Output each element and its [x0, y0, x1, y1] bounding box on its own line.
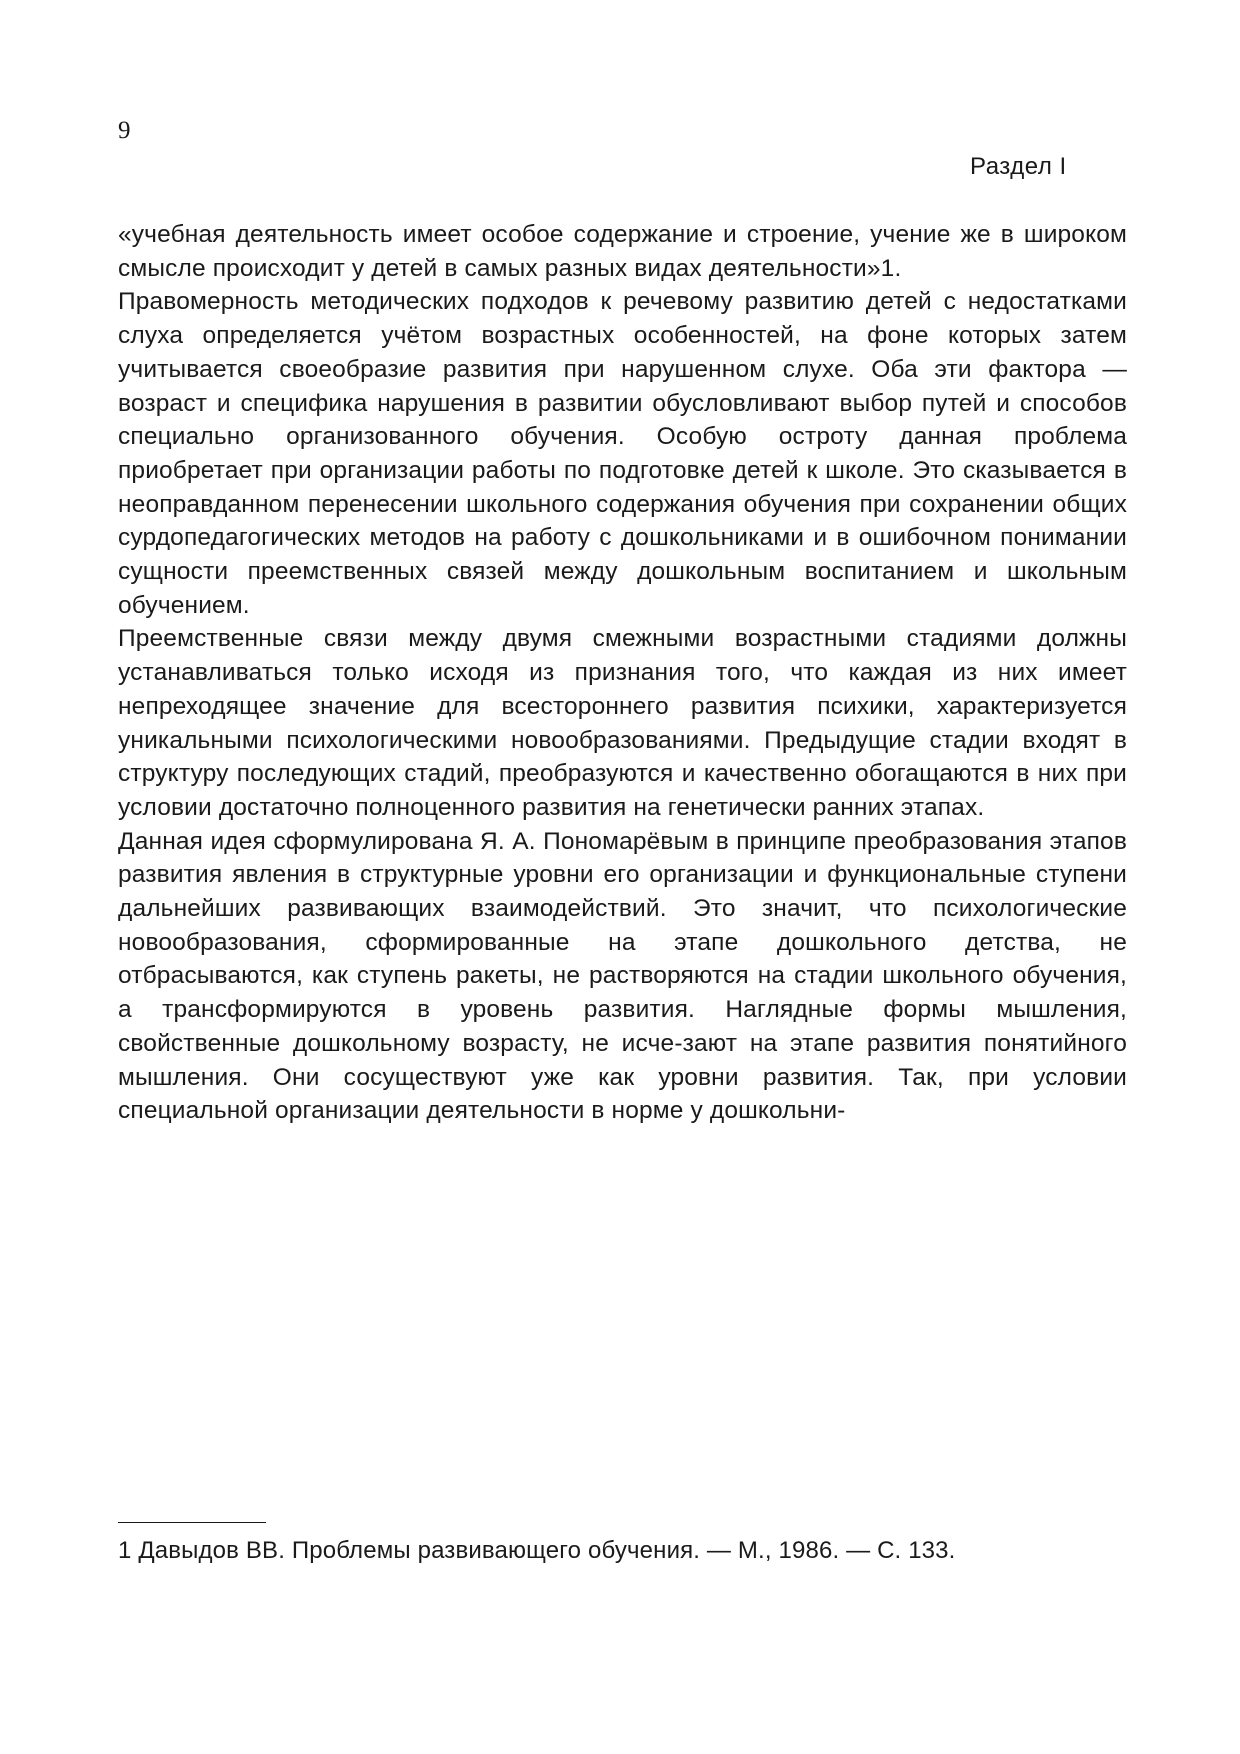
page-number: 9 — [118, 117, 131, 144]
section-header: Раздел I — [970, 153, 1067, 180]
paragraph-quote: «учебная деятельность имеет особое содержание и строение, учение же в широком смысле происходит у детей в самых разных видах деятельности»1. — [118, 221, 1127, 282]
paragraph-ponomarev: Данная идея сформулирована Я. А. Пономарёвым в принципе преобразования этапов развития явления в структурные уровни его организации и функциональные ступени дальнейших развивающих взаимодействий. Это значит, что психологические новообразования, сформированные на этапе дошкольного детства, не отбрасываются, как ступень ракеты, не растворяются на стадии школьного обучения, а трансформируются в уровень развития. Наглядные формы мышления, свойственные дошкольному возрасту, не исче-зают на этапе развития понятийного мышления. Они сосуществуют уже как уровни развития. Так, при условии специальной организации деятельности в норме у дошкольни- — [118, 827, 1127, 1125]
body-text — [118, 218, 1127, 1128]
paragraph-methods: Правомерность методических подходов к речевому развитию детей с недостатками слуха определяется учётом возрастных особенностей, на фоне которых затем учитывается своеобразие развития при нарушенном слухе. Оба эти фактора — возраст и специфика нарушения в развитии обусловливают выбор путей и способов специально организованного обучения. Особую остроту данная проблема приобретает при организации работы по подготовке детей к школе. Это сказывается в неоправданном перенесении школьного содержания обучения при сохранении общих сурдопедагогических методов на работу с дошкольниками и в ошибочном понимании сущности преемственных связей между дошкольным воспитанием и школьным обучением. — [118, 288, 1127, 619]
paragraph-continuity: Преемственные связи между двумя смежными возрастными стадиями должны устанавливаться только исходя из признания того, что каждая из них имеет непреходящее значение для всестороннего развития психики, характеризуется уникальными психологическими новообразованиями. Предыдущие стадии входят в структуру последующих стадий, преобразуются и качественно обогащаются в них при условии достаточно полноценного развития на генетически ранних этапах. — [118, 625, 1127, 821]
footnote: 1 Давыдов ВВ. Проблемы развивающего обучения. — М., 1986. — С. 133. — [118, 1537, 956, 1564]
footnote-divider — [118, 1522, 266, 1523]
